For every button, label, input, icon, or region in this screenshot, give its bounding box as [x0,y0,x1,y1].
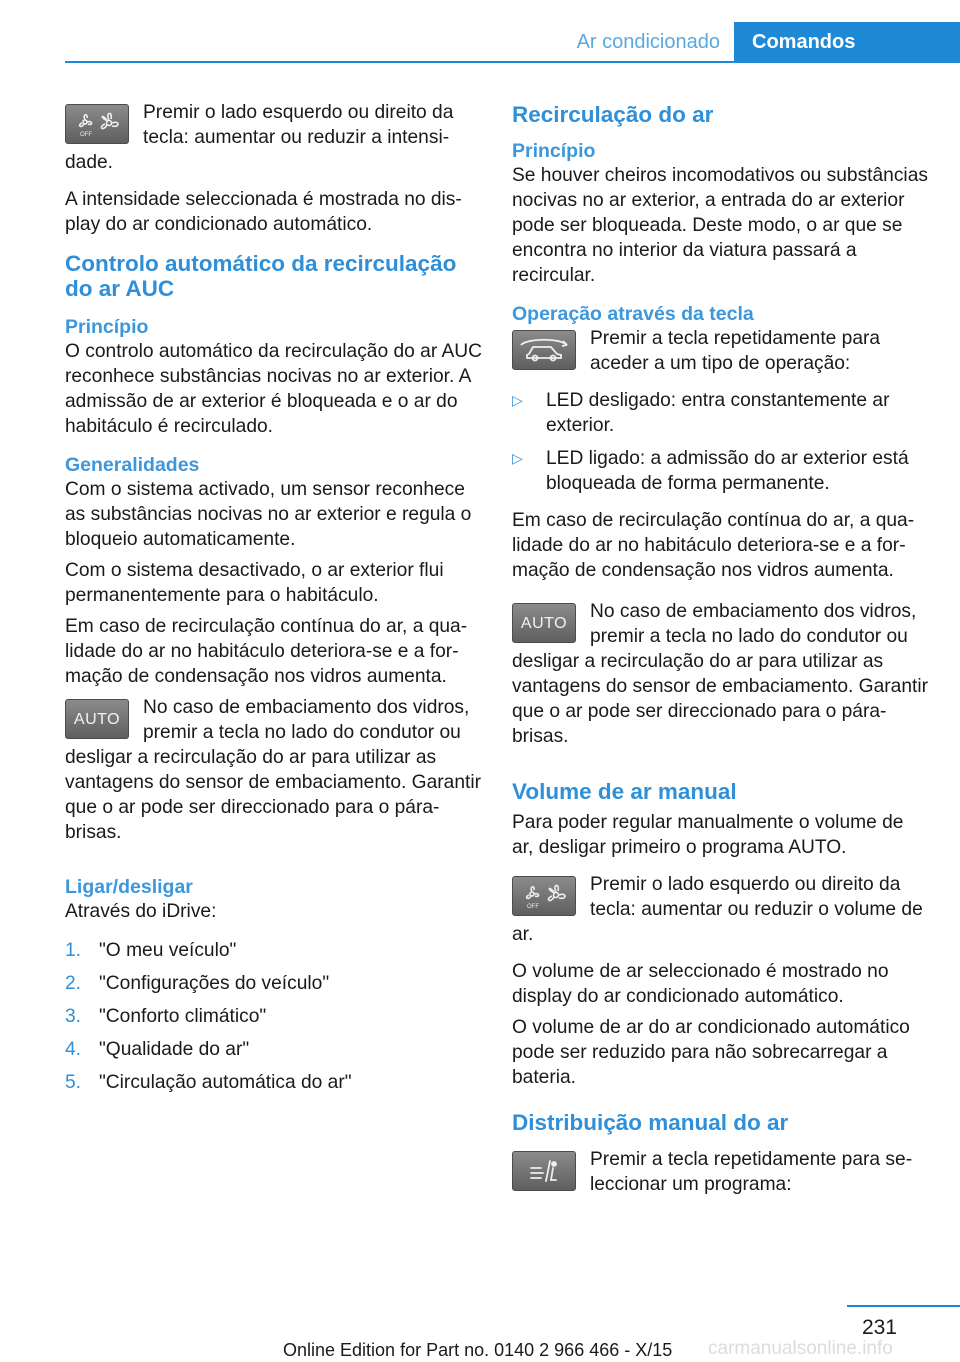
list-item [512,446,930,496]
recirculation-key-icon [512,330,576,370]
step-text: "O meu veículo" [99,940,237,961]
auto-key-icon [65,699,129,739]
auto-key-paragraph [65,695,483,845]
recirc-principle-heading: Princípio [512,140,596,162]
auto-key-paragraph-right [512,599,930,749]
idrive-steps [65,938,483,1095]
auto-key-text: No caso de embaciamento dos vidros, premir a tecla no lado do condutor ou desligar a recirculação do ar para utilizar as vantagens do sensor de embaciamento. Garantir que o ar pode ser direccionado para o pára-brisas. [512,601,928,747]
auto-key-label: AUTO [520,614,568,632]
general-heading: Generalidades [65,454,200,476]
auc-principle-text: O controlo automático da recirculação do ar AUC reconhece substâncias nocivas no ar exterior. A admissão de ar exterior é bloqueada e o ar do habitáculo é recirculado. [65,341,482,437]
manual-volume-text-3: O volume de ar seleccionado é mostrado no display do ar condicionado automático. [512,961,889,1007]
svg-text:OFF: OFF [80,132,92,138]
right-column [512,100,930,1209]
auc-heading: Controlo automático da recirculação do ar AUC [65,251,457,301]
fan-key-text: Premir o lado esquerdo ou direito da tecla: aumentar ou reduzir a intensidade. [65,102,454,173]
list-item-text: LED desligado: entra constantemente ar exterior. [546,390,890,436]
watermark: carmanualsonline.info [708,1338,893,1359]
led-list [512,388,930,496]
general-text-1: Com o sistema activado, um sensor reconhece as substâncias nocivas no ar exterior e regula o bloqueio automaticamente. [65,479,472,550]
list-item-text: LED ligado: a admissão do ar exterior está bloqueada de forma permanente. [546,448,909,494]
recirculation-heading: Recirculação do ar [512,102,714,127]
fan-key-paragraph [65,100,483,175]
left-column [65,100,483,1103]
general-text-3: Em caso de recirculação contínua do ar, a qualidade do ar no habitáculo deteriora-se e a formação de condensação nos vidros aumenta. [65,616,468,687]
fan-key-paragraph-right [512,872,930,947]
list-item [65,971,483,996]
auc-principle-heading: Princípio [65,316,149,338]
auto-key-icon [512,603,576,643]
intensity-display-text: A intensidade seleccionada é mostrada no display do ar condicionado automático. [65,189,462,235]
list-item [65,1070,483,1095]
step-number: 2. [65,973,82,994]
fan-speed-key-icon [65,104,129,144]
manual-volume-text-4: O volume de ar do ar condicionado automático pode ser reduzido para não sobrecarregar a bateria. [512,1017,910,1088]
step-text: "Circulação automática do ar" [99,1072,352,1093]
list-item [65,1037,483,1062]
svg-text:OFF: OFF [527,904,539,910]
fan-speed-key-icon [512,876,576,916]
auto-key-label: AUTO [73,710,121,728]
step-text: "Qualidade do ar" [99,1039,250,1060]
recirc-key-text: Premir a tecla repetidamente para aceder a um tipo de operação: [590,328,881,374]
page-number: 231 [861,1316,897,1339]
step-number: 1. [65,940,82,961]
condensation-text: Em caso de recirculação contínua do ar, a qualidade do ar no habitáculo deteriora-se e a formação de condensação nos vidros aumenta. [512,510,915,581]
step-number: 5. [65,1072,82,1093]
manual-volume-text-1: Para poder regular manualmente o volume de ar, desligar primeiro o programa AUTO. [512,812,904,858]
header-section: Ar condicionado [576,31,720,53]
footer-rule [847,1305,960,1307]
header-tab: Comandos [734,22,960,62]
recirc-principle-text: Se houver cheiros incomodativos ou substâncias nocivas no ar exterior, a entrada do ar exterior pode ser bloqueada. Deste modo, o ar que se encontra no interior da viatura passará a recircular. [512,165,928,286]
step-text: "Configurações do veículo" [99,973,330,994]
recirc-key-paragraph [512,326,930,376]
list-item [65,1004,483,1029]
distribution-key-paragraph [512,1147,930,1197]
auto-key-text: No caso de embaciamento dos vidros, premir a tecla no lado do condutor ou desligar a recirculação do ar para utilizar as vantagens do sensor de embaciamento. Garantir que o ar pode ser direccionado para o pára-brisas. [65,697,481,843]
list-item [512,388,930,438]
step-number: 3. [65,1006,82,1027]
header-rule [65,61,960,63]
manual-volume-heading: Volume de ar manual [512,779,737,804]
list-item [65,938,483,963]
key-operation-heading: Operação através da tecla [512,303,754,325]
bullet-marker: ▷ [512,392,523,408]
distribution-key-text: Premir a tecla repetidamente para seleccionar um programa: [590,1149,913,1195]
air-distribution-key-icon [512,1151,576,1191]
step-text: "Conforto climático" [99,1006,267,1027]
idrive-text: Através do iDrive: [65,901,217,922]
general-text-2: Com o sistema desactivado, o ar exterior flui permanentemente para o habitáculo. [65,560,444,606]
step-number: 4. [65,1039,82,1060]
fan-key-text: Premir o lado esquerdo ou direito da tecla: aumentar ou reduzir o volume de ar. [512,874,923,945]
edition-text: Online Edition for Part no. 0140 2 966 466 - X/15 [283,1340,673,1360]
bullet-marker: ▷ [512,450,523,466]
onoff-heading: Ligar/desligar [65,876,193,898]
air-distribution-heading: Distribuição manual do ar [512,1110,789,1135]
